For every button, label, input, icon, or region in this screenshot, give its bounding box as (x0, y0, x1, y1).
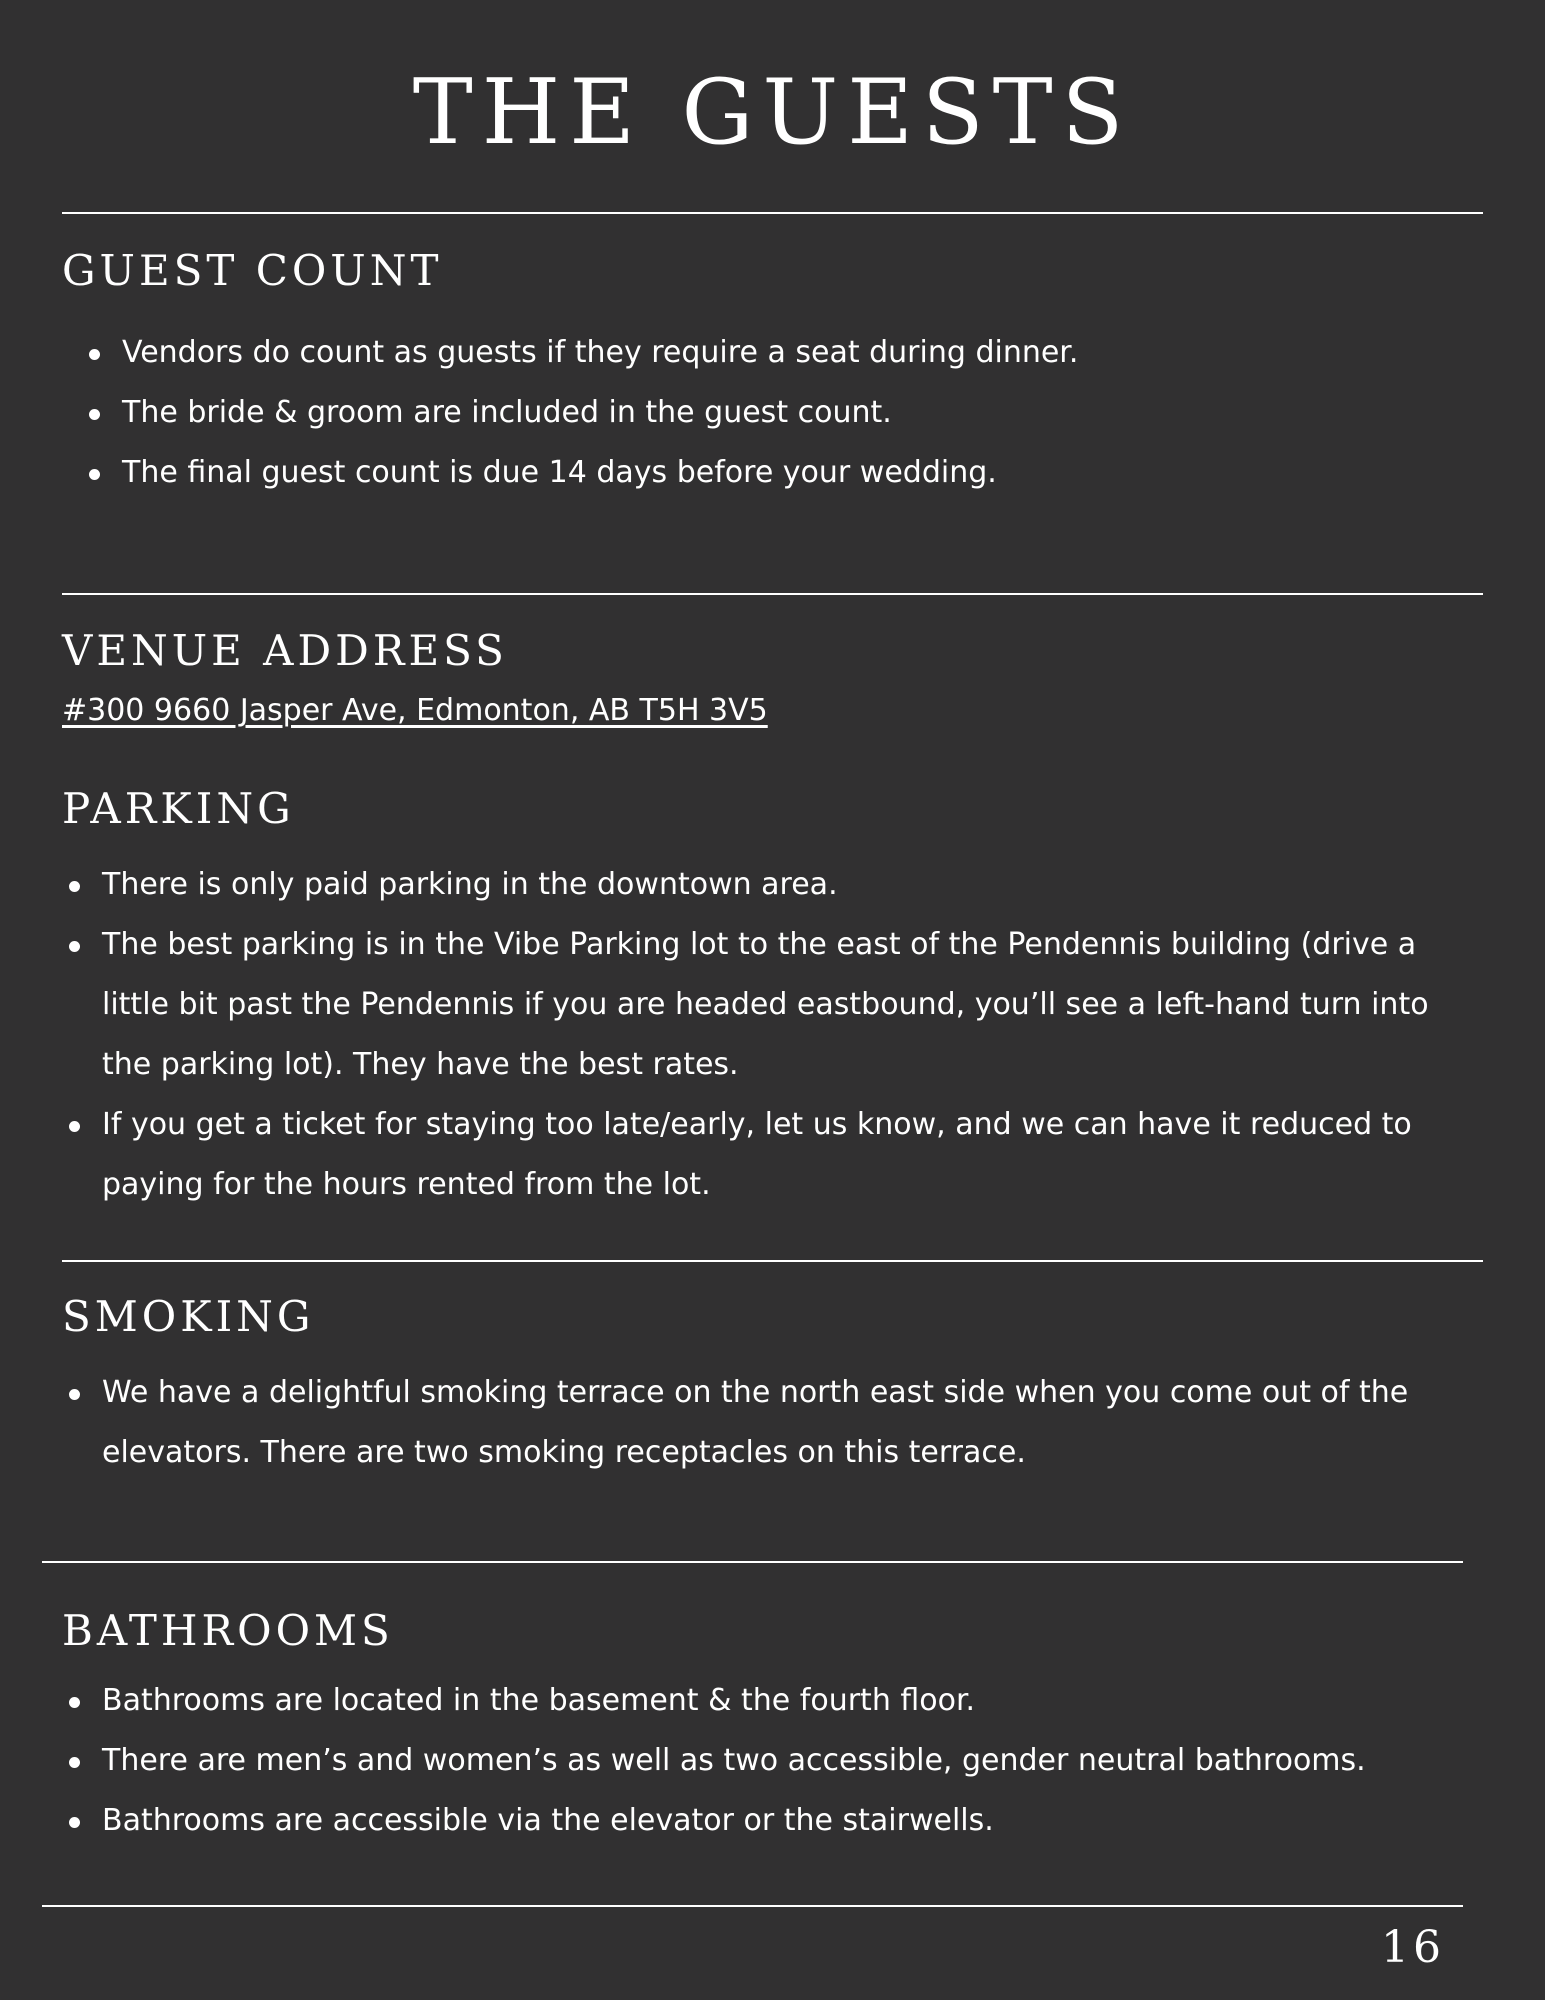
page-number: 16 (1381, 1922, 1445, 1973)
divider-bottom (42, 1905, 1463, 1907)
divider-top (62, 212, 1483, 214)
list-item: The best parking is in the Vibe Parking lot to the east of the Pendennis building (drive a little bit past the Pendennis if you are headed eastbound, you’ll see a left-hand turn into the parking lot). They have the best rates. (62, 915, 1462, 1095)
venue-address-heading: VENUE ADDRESS (62, 626, 508, 675)
parking-heading: PARKING (62, 784, 295, 833)
guest-count-list (82, 323, 1462, 503)
list-item: The bride & groom are included in the guest count. (82, 383, 1462, 443)
list-item: If you get a ticket for staying too late/early, let us know, and we can have it reduced to paying for the hours rented from the lot. (62, 1095, 1462, 1215)
list-item: Bathrooms are located in the basement & the fourth floor. (62, 1671, 1462, 1731)
page-title: THE GUESTS (412, 60, 1133, 165)
list-item: There is only paid parking in the downtown area. (62, 855, 1462, 915)
guest-count-heading: GUEST COUNT (62, 246, 443, 295)
bathrooms-list (62, 1671, 1462, 1851)
venue-address-link[interactable]: #300 9660 Jasper Ave, Edmonton, AB T5H 3V5 (62, 693, 768, 728)
smoking-list (62, 1363, 1422, 1483)
divider-smoking (62, 1260, 1483, 1262)
list-item: Bathrooms are accessible via the elevator or the stairwells. (62, 1791, 1462, 1851)
bathrooms-heading: BATHROOMS (62, 1606, 394, 1655)
divider-venue (62, 593, 1483, 595)
parking-list (62, 855, 1462, 1215)
smoking-heading: SMOKING (62, 1292, 315, 1341)
list-item: The final guest count is due 14 days before your wedding. (82, 443, 1462, 503)
list-item: We have a delightful smoking terrace on the north east side when you come out of the elevators. There are two smoking receptacles on this terrace. (62, 1363, 1422, 1483)
divider-bathrooms (42, 1561, 1463, 1563)
list-item: Vendors do count as guests if they require a seat during dinner. (82, 323, 1462, 383)
list-item: There are men’s and women’s as well as two accessible, gender neutral bathrooms. (62, 1731, 1462, 1791)
